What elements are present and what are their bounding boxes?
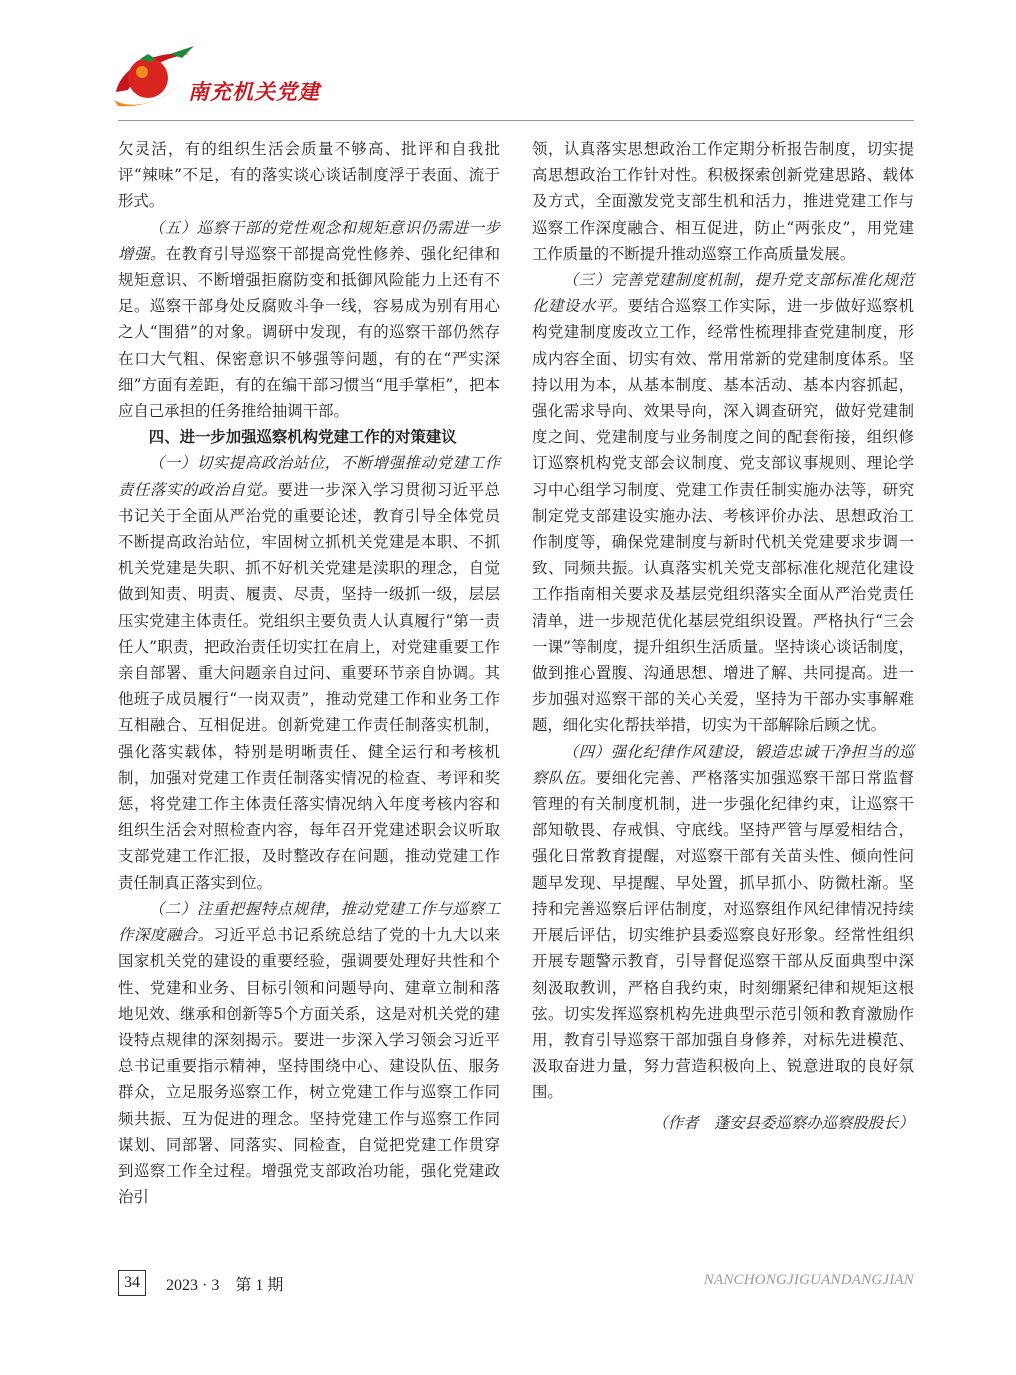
paragraph-lead: （二）注重把握特点规律，推动党建工作与巡察工作深度融合。 xyxy=(118,899,500,945)
paragraph-text: 在教育引导巡察干部提高党性修养、强化纪律和规矩意识、不断增强拒腐防变和抵御风险能力上还有不足。巡察干部身处反腐败斗争一线，容易成为别有用心之人“围猎”的对象。调研中发现，有的巡察干部仍然存在口大气粗、保密意识不够强等问题，有的在“严实深细”方面有差距，有的在编干部习惯当“甩手掌柜”，把本应自己承担的任务推给抽调干部。 xyxy=(118,244,500,421)
brand-title: 南充机关党建 xyxy=(188,80,320,104)
paragraph-lead: （一）切实提高政治站位，不断增强推动党建工作责任落实的政治自觉。 xyxy=(118,454,500,499)
paragraph-text: 欠灵活，有的组织生活会质量不够高、批评和自我批评“辣味”不足，有的落实谈心谈话制度浮于表面、流于形式。 xyxy=(118,140,500,211)
right-column xyxy=(532,136,914,1136)
paragraph xyxy=(118,215,500,425)
paragraph-text: 领，认真落实思想政治工作定期分析报告制度，切实提高思想政治工作针对性。积极探索创新党建思路、载体及方式，全面激发党支部生机和活力，推进党建工作与巡察工作深度融合、相互促进，防止“两张皮”，用党建工作质量的不断提升推动巡察工作高质量发展。 xyxy=(532,140,914,263)
magazine-name: NANCHONGJIGUANDANGJIAN xyxy=(703,1272,914,1288)
paragraph-lead: （四）强化纪律作风建设，锻造忠诚干净担当的巡察队伍。 xyxy=(532,742,914,787)
paragraph-text: 要进一步深入学习贯彻习近平总书记关于全面从严治党的重要论述，教育引导全体党员不断提高政治站位，牢固树立抓机关党建是本职、不抓机关党建是失职、抓不好机关党建是渎职的理念，自觉做到知责、明责、履责、尽责，坚持一级抓一级，层层压实党建主体责任。党组织主要负责人认真履行“第一责任人”职责，把政治责任切实扛在肩上，对党建重要工作亲自部署、重大问题亲自过问、重要环节亲自协调。其他班子成员履行“一岗双责”，推动党建工作和业务工作互相融合、互相促进。创新党建工作责任制落实机制，强化落实载体，特别是明晰责任、健全运行和考核机制，加强对党建工作责任制落实情况的检查、考评和奖惩，将党建工作主体责任落实情况纳入年度考核内容和组织生活会对照检查内容，每年召开党建述职会议听取支部党建工作汇报，及时整改存在问题，推动党建工作责任制真正落实到位。 xyxy=(118,480,500,892)
paragraph xyxy=(532,739,914,1106)
page-header xyxy=(110,40,910,120)
paragraph-text: 习近平总书记系统总结了党的十九大以来国家机关党的建设的重要经验，强调要处理好共性和个性、党建和业务、目标引领和问题导向、建章立制和落地见效、继承和创新等5个方面关系，这是对机关党的建设特点规律的深刻揭示。要进一步深入学习领会习近平总书记重要指示精神，坚持围绕中心、建设队伍、服务群众，立足服务巡察工作，树立党建工作与巡察工作同频共振、互为促进的理念。坚持党建工作与巡察工作同谋划、同部署、同落实、同检查，自觉把党建工作贯穿到巡察工作全过程。增强党支部政治功能，强化党建政治引 xyxy=(118,926,500,1207)
paragraph xyxy=(118,136,500,215)
paragraph xyxy=(118,450,500,895)
page-number: 34 xyxy=(118,1270,146,1296)
page-footer xyxy=(118,1270,914,1300)
paragraph-lead: （三）完善党建制度机制，提升党支部标准化规范化建设水平。 xyxy=(532,271,914,316)
paragraph xyxy=(532,136,914,267)
section-heading: 四、进一步加强巡察机构党建工作的对策建议 xyxy=(148,428,457,447)
paragraph-text: 要细化完善、严格落实加强巡察干部日常监督管理的有关制度机制，进一步强化纪律约束，让巡察干部知敬畏、存戒惧、守底线。坚持严管与厚爱相结合，强化日常教育提醒，对巡察干部有关苗头性、倾向性问题早发现、早提醒、早处置，抓早抓小、防微杜渐。坚持和完善巡察后评估制度，对巡察组作风纪律情况持续开展后评估，切实维护县委巡察良好形象。经常性组织开展专题警示教育，引导督促巡察干部从反面典型中深刻汲取教训，严格自我约束，时刻绷紧纪律和规矩这根弦。切实发挥巡察机构先进典型示范引领和教育激励作用，教育引导巡察干部加强自身修养，对标先进模范、汲取奋进力量，努力营造积极向上、锐意进取的良好氛围。 xyxy=(532,768,914,1102)
issue-label: 2023 · 3 第 1 期 xyxy=(166,1277,284,1294)
left-column xyxy=(118,136,500,1210)
paragraph-text: 要结合巡察工作实际，进一步做好巡察机构党建制度废改立工作，经常性梳理排查党建制度，形成内容全面、切实有效、常用常新的党建制度体系。坚持以用为本，从基本制度、基本活动、基本内容抓起，强化需求导向、效果导向，深入调查研究，做好党建制度之间、党建制度与业务制度之间的配套衔接，组织修订巡察机构党支部会议制度、党支部议事规则、理论学习中心组学习制度、党建工作责任制实施办法等，研究制定党支部建设实施办法、考核评价办法、思想政治工作制度等，确保党建制度与新时代机关党建要求步调一致、同频共振。认真落实机关党支部标准化规范化建设工作指南相关要求及基层党组织落实全面从严治党责任清单，进一步规范优化基层党组织设置。严格执行“三会一课”等制度，提升组织生活质量。坚持谈心谈话制度，做到推心置腹、沟通思想、增进了解、共同提高。进一步加强对巡察干部的关心关爱，坚持为干部办实事解难题，细化实化帮扶举措，切实为干部解除后顾之忧。 xyxy=(532,297,914,735)
paragraph xyxy=(118,896,500,1210)
paragraph xyxy=(532,267,914,739)
paragraph-lead: （五）巡察干部的党性观念和规矩意识仍需进一步增强。 xyxy=(118,218,500,263)
header-rule xyxy=(118,120,914,121)
author-note: （作者 蓬安县委巡察办巡察股股长） xyxy=(652,1113,914,1132)
tomato-swoosh-logo-icon xyxy=(110,40,200,120)
